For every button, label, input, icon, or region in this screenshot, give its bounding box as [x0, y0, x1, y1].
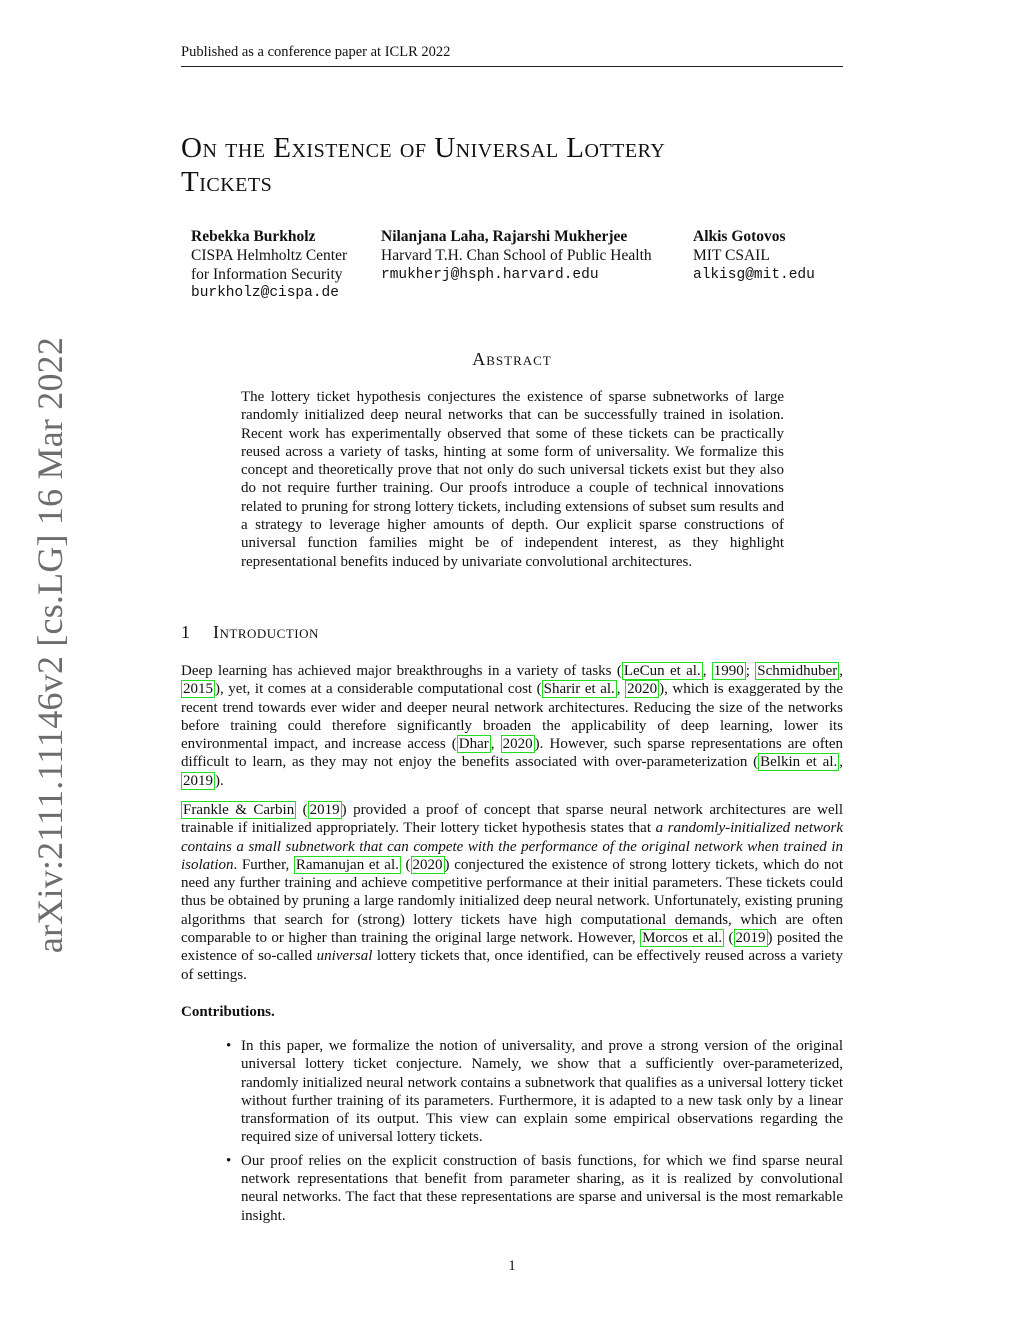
author-affiliation: MIT CSAIL — [693, 246, 770, 264]
author-email[interactable]: alkisg@mit.edu — [693, 266, 815, 283]
arxiv-identifier: arXiv:2111.11146v2 [cs.LG] 16 Mar 2022 — [30, 336, 70, 954]
citation-link[interactable]: 1990 — [713, 663, 744, 679]
author-block-2 — [381, 228, 652, 284]
text-run: ( — [724, 930, 734, 947]
text-run: , — [839, 663, 843, 679]
paper-title — [181, 131, 821, 199]
citation-link[interactable]: 2020 — [627, 681, 658, 698]
section-number: 1 — [181, 622, 191, 642]
citation-link[interactable]: Schmidhuber — [757, 663, 838, 679]
author-email[interactable]: rmukherj@hsph.harvard.edu — [381, 266, 599, 283]
text-run: ). However, such sparse representations are often difficult to learn, as they may not enjoy the benefits associated with over-parameterization ( — [181, 736, 844, 771]
author-affiliation: Harvard T.H. Chan School of Public Health — [381, 246, 652, 264]
text-run: ) conjectured the existence of strong lottery tickets, which do not need any further training and achieve competitive performance at their initial parameters. These tickets could thus be obtained by pruning a large randomly initialized deep neural network. Unfortunately, existing pruning algorithms that search for (strong) lottery tickets have high computational demands, which are often comparable to or higher than training the original large network. However, — [181, 856, 844, 947]
citation-link[interactable]: 2019 — [183, 772, 213, 789]
list-item-text: Our proof relies on the explicit construction of basis functions, for which we find sparse neural network representations that benefit from parameter sharing, as it is realized by convolutional neural networks. The fact that these representations are sparse and universal is the most remarkable insight. — [241, 1152, 843, 1224]
contributions-list — [181, 1037, 843, 1230]
running-header: Published as a conference paper at ICLR 2022 — [181, 44, 843, 67]
citation-link[interactable]: Frankle & Carbin — [183, 802, 295, 818]
text-run: Deep learning has achieved major breakthroughs in a variety of tasks ( — [181, 663, 622, 679]
list-item-text: In this paper, we formalize the notion of universality, and prove a strong version of the original universal lottery ticket conjecture. Namely, we show that a sufficiently over-parameterized, randomly initialized neural network contains a subnetwork that qualifies as a universal lottery ticket without further training of its parameters. Furthermore, it is adapted to a new task only by a linear transformation of its output. This view can explain some empirical observations regarding the required size of universal lottery tickets. — [241, 1038, 843, 1146]
list-item — [181, 1152, 843, 1225]
text-run: , — [616, 681, 626, 698]
citation-link[interactable]: Dhar — [458, 736, 489, 753]
emphasis-text: a randomly-initialized network contains a small subnetwork that can compete with the performance of the original network when trained in isolation — [181, 820, 843, 873]
text-run: , — [839, 754, 843, 771]
contributions-heading: Contributions. — [181, 1004, 275, 1020]
text-run: ) posited the existence of so-called — [181, 930, 844, 965]
text-run: , — [490, 736, 501, 753]
text-run: ), which is exaggerated by the recent trend towards ever wider and deeper neural network architectures. Reducing the size of the networks before training could therefore significantly broaden the applicability of deep learning, lower its environmental impact, and increase access ( — [181, 681, 844, 753]
intro-paragraph-1 — [181, 662, 843, 790]
text-run: ( — [400, 856, 411, 873]
citation-link[interactable]: Belkin et al. — [760, 754, 838, 771]
citation-link[interactable]: 2020 — [502, 736, 533, 753]
text-run: ) provided a proof of concept that sparse neural network architectures are well trainable if initialized appropriately. Their lottery ticket hypothesis states that — [181, 802, 843, 837]
text-run: ), yet, it comes at a considerable computational cost ( — [215, 681, 542, 698]
citation-link[interactable]: 2020 — [412, 856, 443, 873]
title-line-2: Tickets — [181, 166, 273, 198]
text-run: lottery tickets that, once identified, can be effectively reused across a variety of settings. — [181, 948, 843, 983]
text-run: ( — [296, 802, 308, 818]
list-item — [181, 1037, 843, 1147]
author-email[interactable]: burkholz@cispa.de — [191, 285, 339, 302]
citation-link[interactable]: 2019 — [309, 802, 340, 818]
author-affiliation: for Information Security — [191, 265, 343, 283]
author-affiliation: CISPA Helmholtz Center — [191, 246, 348, 264]
citation-link[interactable]: Ramanujan et al. — [295, 856, 399, 873]
citation-link[interactable]: Sharir et al. — [543, 681, 615, 698]
bullet-icon: • — [226, 1152, 232, 1169]
title-line-1: On the Existence of Universal Lottery — [181, 132, 666, 164]
author-name: Rebekka Burkholz — [191, 228, 316, 245]
text-run: ; — [745, 663, 756, 679]
text-run: , — [702, 663, 712, 679]
citation-link[interactable]: Morcos et al. — [642, 930, 723, 947]
author-name: Alkis Gotovos — [693, 228, 786, 245]
emphasis-text: universal — [316, 948, 373, 965]
section-title: Introduction — [213, 622, 319, 642]
author-block-1 — [191, 228, 347, 303]
author-block-3 — [693, 228, 815, 284]
citation-link[interactable]: 2019 — [735, 930, 766, 947]
author-name: Nilanjana Laha, Rajarshi Mukherjee — [381, 228, 628, 245]
page-number: 1 — [508, 1258, 516, 1274]
citation-link[interactable]: LeCun et al. — [623, 663, 701, 679]
bullet-icon: • — [226, 1038, 232, 1054]
abstract-heading: Abstract — [472, 349, 552, 369]
text-run: . Further, — [233, 856, 294, 873]
intro-paragraph-2 — [181, 801, 843, 984]
citation-link[interactable]: 2015 — [183, 681, 213, 698]
abstract-text: The lottery ticket hypothesis conjectures the existence of sparse subnetworks of large randomly initialized deep neural networks that can be successfully trained in isolation. Recent work has experimentally observed that some of these tickets can be practically reused across a variety of tasks, hinting at some form of universality. We formalize this concept and theoretically prove that not only do such universal tickets exist but they also do not require further training. Our proofs introduce a couple of technical innovations related to pruning for strong lottery tickets, including extensions of subset sum results and a strategy to leverage higher amounts of depth. Our explicit sparse constructions of universal function families might be of independent interest, as they highlight representational benefits induced by univariate convolutional architectures. — [241, 389, 784, 570]
text-run: ). — [215, 772, 224, 789]
section-heading — [181, 622, 319, 643]
